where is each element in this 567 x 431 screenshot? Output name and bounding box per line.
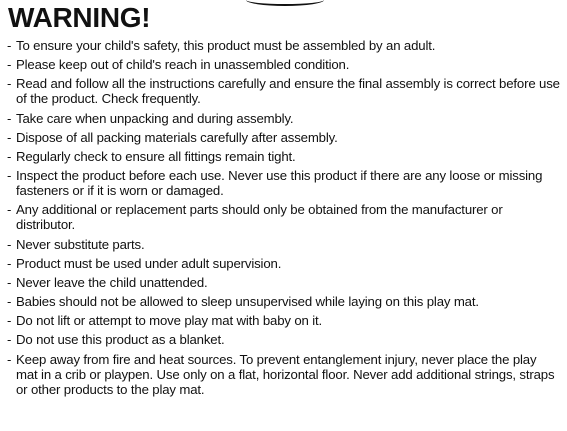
bullet-dash: - <box>7 332 12 348</box>
list-item-text: Any additional or replacement parts should only be obtained from the manufacturer or distributor. <box>16 202 503 233</box>
list-item-text: Do not use this product as a blanket. <box>16 332 225 348</box>
bullet-dash: - <box>7 294 12 310</box>
list-item <box>7 202 561 232</box>
list-item-text: Please keep out of child's reach in unassembled condition. <box>16 57 350 73</box>
list-item <box>7 256 561 271</box>
bullet-dash: - <box>7 110 12 126</box>
list-item-text: Do not lift or attempt to move play mat with baby on it. <box>16 313 323 329</box>
list-item-text: Babies should not be allowed to sleep unsupervised while laying on this play mat. <box>16 294 479 310</box>
list-item-text: Product must be used under adult supervision. <box>16 255 282 271</box>
list-item <box>7 352 561 397</box>
warning-list <box>7 38 561 401</box>
bullet-dash: - <box>7 168 12 184</box>
list-item-text: Dispose of all packing materials carefully after assembly. <box>16 129 338 145</box>
list-item <box>7 237 561 252</box>
bullet-dash: - <box>7 351 12 367</box>
list-item <box>7 76 561 106</box>
list-item <box>7 294 561 309</box>
bullet-dash: - <box>7 313 12 329</box>
list-item-text: To ensure your child's safety, this product must be assembled by an adult. <box>16 38 436 53</box>
bullet-dash: - <box>7 236 12 252</box>
list-item-text: Keep away from fire and heat sources. To prevent entanglement injury, never place the play mat in a crib or playpen. Use only on a flat, horizontal floor. Never add additional strings, straps or other products to the play mat. <box>16 351 555 397</box>
bullet-dash: - <box>7 148 12 164</box>
list-item-text: Regularly check to ensure all fittings remain tight. <box>16 148 296 164</box>
list-item <box>7 130 561 145</box>
bullet-dash: - <box>7 129 12 145</box>
list-item <box>7 111 561 126</box>
bullet-dash: - <box>7 255 12 271</box>
top-edge-arc <box>246 0 324 6</box>
list-item-text: Never leave the child unattended. <box>16 274 208 290</box>
list-item <box>7 313 561 328</box>
bullet-dash: - <box>7 57 12 73</box>
bullet-dash: - <box>7 38 12 53</box>
bullet-dash: - <box>7 274 12 290</box>
list-item-text: Take care when unpacking and during assembly. <box>16 110 294 126</box>
list-item-text: Read and follow all the instructions carefully and ensure the final assembly is correct before use of the product. Check frequently. <box>16 76 560 107</box>
list-item <box>7 149 561 164</box>
list-item-text: Inspect the product before each use. Never use this product if there are any loose or missing fasteners or if it is worn or damaged. <box>16 168 543 199</box>
list-item <box>7 168 561 198</box>
bullet-dash: - <box>7 202 12 218</box>
list-item <box>7 275 561 290</box>
list-item <box>7 38 561 53</box>
bullet-dash: - <box>7 76 12 92</box>
page-title: WARNING! <box>8 2 151 33</box>
list-item-text: Never substitute parts. <box>16 236 145 252</box>
list-item <box>7 57 561 72</box>
list-item <box>7 332 561 347</box>
